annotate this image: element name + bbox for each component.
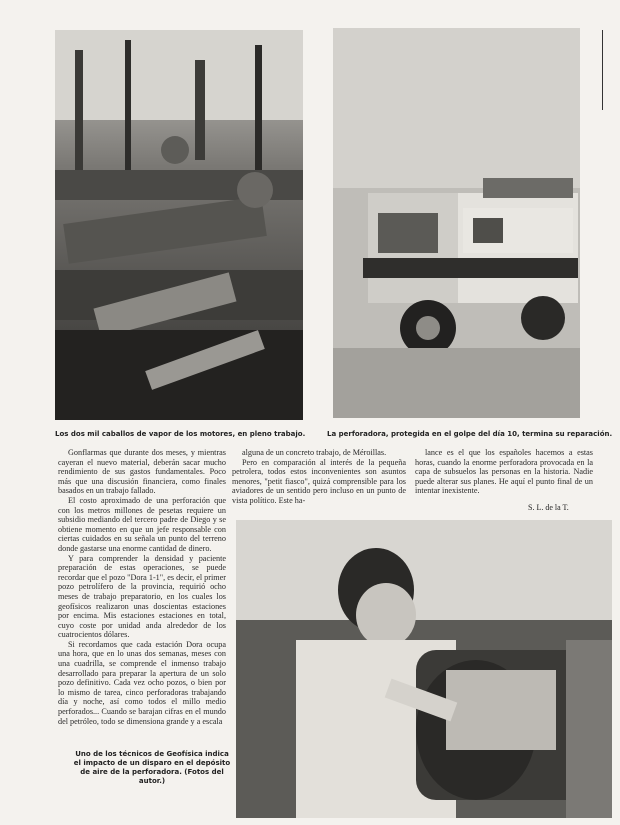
- col2-paragraph: alguna de un concreto trabajo, de Méroillas.: [242, 448, 387, 457]
- engines-caption: Los dos mil caballos de vapor de los motores, en pleno trabajo.: [55, 430, 306, 438]
- col1-paragraph: Y para comprender la densidad y paciente preparación de estas operaciones, se puede recordar que el pozo "Dora 1-1", es decir, el primer pozo petrolífero de la provincia, requirió ocho meses de trabajo preparatorio, en los cuales los geofísicos realizaron unas doscientas estaciones por encima. Mis estaciones estaciones en total, cuyo coste por unidad anda alrededor de los cuatrocientos dólares.: [58, 553, 226, 640]
- drilling-truck-photo: [333, 28, 580, 418]
- article-column-3: [415, 448, 593, 508]
- col1-paragraph: Gonflarmas que durante dos meses, y mientras cayeran el nuevo material, deberán sacar mucho rendimiento de sus gastos fundamentales. Poco más que una discusión financiera, como finales basados en un trabajo fallado.: [58, 448, 226, 496]
- drilling-truck-caption: La perforadora, protegida en el golpe del día 10, termina su reparación.: [327, 430, 613, 438]
- technician-caption: Uno de los técnicos de Geofísica indica el impacto de un disparo en el depósito de aire de la perforadora. (Fotos del autor.): [73, 750, 231, 785]
- article-column-2: [232, 448, 406, 518]
- col1-paragraph: El costo aproximado de una perforación que con los metros millones de pesetas requiere un subsidio mediando del tercero padre de Diego y se obtiene momento en que un jefe responsable con ciertas cuidados en su señala un punto del terreno donde gastarse una enorme cantidad de dinero.: [58, 495, 226, 553]
- article-column-1: [58, 448, 226, 748]
- engines-photo: [55, 30, 303, 420]
- margin-rule: [602, 30, 603, 110]
- author-byline: S. L. de la T.: [528, 503, 569, 512]
- col3-paragraph: lance es el que los españoles hacemos a estas horas, cuando la enorme perforadora provocada en la capa de subsuelos las personas en la historia. Nadie puede alterar sus planes. He aquí el punto final de un intentar inexistente.: [415, 448, 593, 496]
- col2-paragraph: Pero en comparación al interés de la pequeña petrolera, todos estos inconvenientes son asuntos menores, "petit fiasco", quizá comprensible para los aviadores de un sentido pero incluso en un punto de vista político. Este ha-: [232, 457, 406, 505]
- col1-paragraph: Si recordamos que cada estación Dora ocupa una hora, que en lo unas dos semanas, meses con una cuadrilla, se comprende el inmenso trabajo desarrollado para preparar la apertura de un solo pozo definitivo. Cada vez ocho pozos, o bien por lo mismo de tarea, cinco perforadoras trabajando día y noche, así como todos el millo medio perforados... Cuando se barajan cifras en el mundo del petróleo, todo se dimensiona grande y a escala: [58, 639, 226, 726]
- technician-photo: [236, 520, 612, 818]
